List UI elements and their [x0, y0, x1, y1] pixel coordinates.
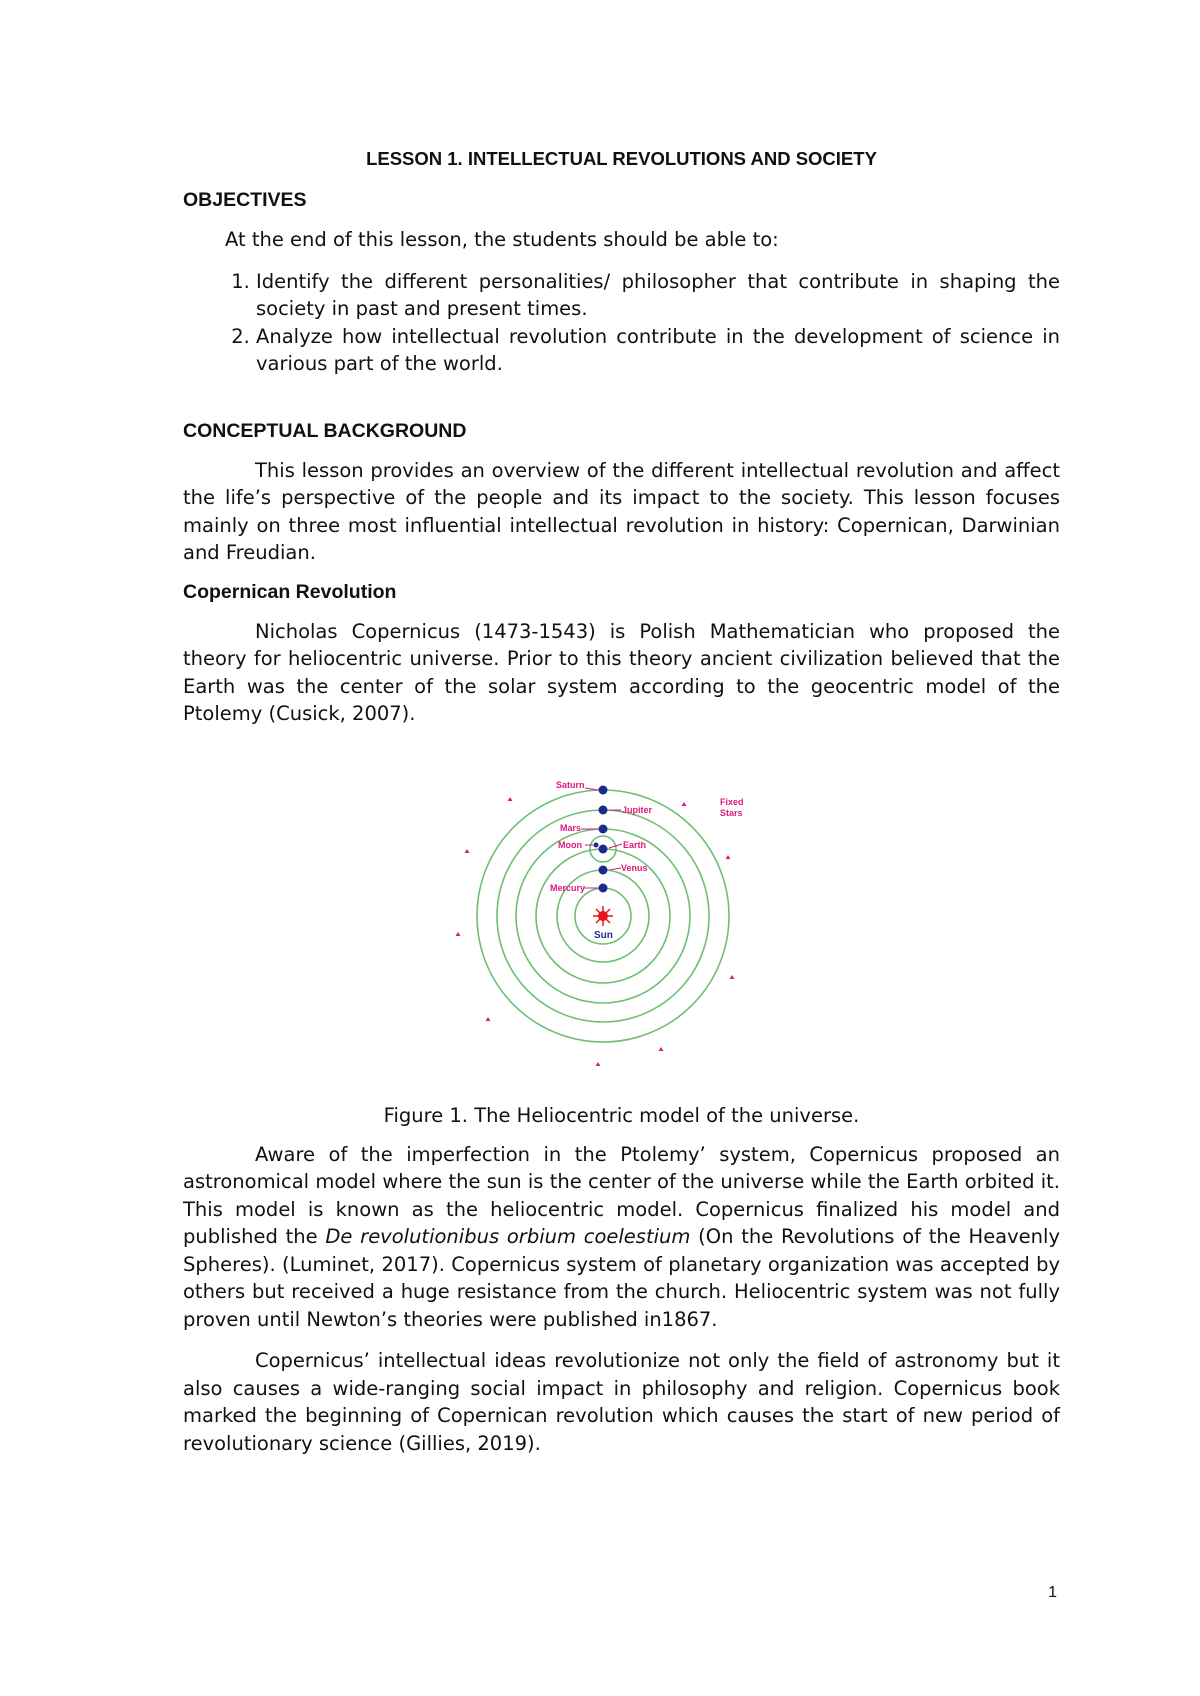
mars-label: Mars	[560, 822, 582, 833]
copernican-paragraph-1: Nicholas Copernicus (1473-1543) is Polish Mathematician who proposed the theory for heliocentric universe. Prior to this theory ancient civilization believed that the Earth was the center of the solar system according to the geocentric model of the Ptolemy (Cusick, 2007).	[183, 619, 1060, 725]
star-icon	[456, 932, 461, 936]
moon-planet	[594, 842, 599, 847]
moon-label: Moon	[558, 839, 582, 850]
star-icon	[682, 802, 687, 806]
saturn-label: Saturn	[556, 779, 585, 790]
mercury-planet	[599, 883, 608, 892]
star-icon	[486, 1017, 491, 1021]
star-icon	[659, 1047, 664, 1051]
objectives-list	[183, 268, 1060, 378]
jupiter-label: Jupiter	[622, 804, 653, 815]
star-icon	[596, 1062, 601, 1066]
page-number: 1	[1048, 1584, 1057, 1601]
objective-item: 1. Identify the different personalities/ philosopher that contribute in shaping the society in past and present times.	[256, 268, 1060, 323]
figure-caption: Figure 1. The Heliocentric model of the universe.	[383, 1103, 860, 1127]
star-icon	[730, 975, 735, 979]
venus-label: Venus	[621, 862, 648, 873]
objectives-heading: OBJECTIVES	[183, 189, 307, 211]
heliocentric-diagram	[453, 760, 763, 1080]
book-title: De revolutionibus orbium coelestium	[325, 1225, 691, 1248]
conceptual-background-paragraph: This lesson provides an overview of the different intellectual revolution and affect the life’s perspective of the people and its impact to the society. This lesson focuses mainly on three most influential intellectual revolution in history: Copernican, Darwinian and Freudian.	[183, 458, 1060, 564]
lesson-title: LESSON 1. INTELLECTUAL REVOLUTIONS AND SOCIETY	[366, 148, 877, 169]
fixed-stars-label: Fixed	[720, 796, 744, 807]
page-content	[183, 148, 1060, 1457]
jupiter-planet	[599, 805, 608, 814]
objectives-intro: At the end of this lesson, the students should be able to:	[225, 228, 779, 251]
star-icon	[508, 797, 513, 801]
venus-planet	[599, 865, 608, 874]
mercury-label: Mercury	[550, 882, 586, 893]
mars-planet	[599, 824, 608, 833]
paragraph-2-text-start: Aware of the imperfection in the Ptolemy’ system, Copernicus proposed an astronomical model where the sun is the center of the universe while the Earth orbited it. This model is known as the heliocentric model. Copernicus finalized his model and published the	[183, 1142, 1060, 1248]
earth-label: Earth	[623, 839, 647, 850]
copernican-paragraph-2	[183, 1141, 1060, 1334]
sun-label: Sun	[594, 929, 613, 941]
fixed-stars-label-2: Stars	[720, 807, 743, 818]
copernican-paragraph-3: Copernicus’ intellectual ideas revolutionize not only the field of astronomy but it also causes a wide-ranging social impact in philosophy and religion. Copernicus book marked the beginning of Copernican revolution which causes the start of new period of revolutionary science (Gillies, 2019).	[183, 1349, 1060, 1455]
copernican-revolution-heading: Copernican Revolution	[183, 580, 397, 603]
saturn-planet	[599, 785, 608, 794]
heliocentric-figure	[183, 760, 1060, 1090]
earth-planet	[599, 844, 608, 853]
objective-item: 2. Analyze how intellectual revolution contribute in the development of science in various part of the world.	[256, 323, 1060, 378]
paragraph-2-text-end: (On the Revolutions of the Heavenly Spheres). (Luminet, 2017). Copernicus system of planetary organization was accepted by others but received a huge resistance from the church. Heliocentric system was not fully proven until Newton’s theories were published in1867.	[183, 1225, 1060, 1331]
sun-icon	[593, 906, 613, 926]
star-icon	[465, 849, 470, 853]
star-icon	[726, 855, 731, 859]
conceptual-background-heading: CONCEPTUAL BACKGROUND	[183, 419, 467, 442]
